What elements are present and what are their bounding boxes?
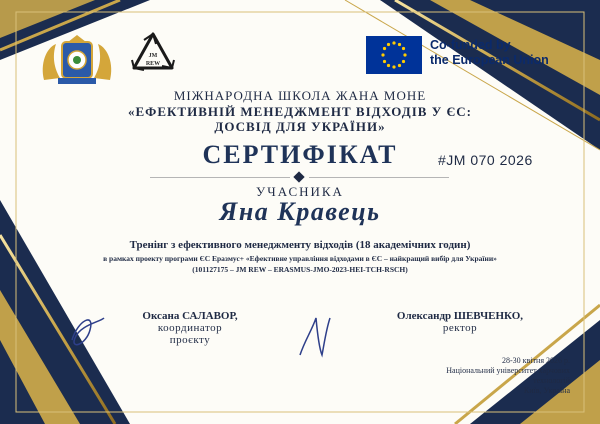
jm-logo-line1: JM	[148, 53, 158, 59]
signatory-rector	[370, 310, 550, 334]
divider-left	[150, 177, 290, 178]
university-line1: Національний університет харчових	[446, 366, 570, 375]
certificate-number: #JM 070 2026	[438, 152, 533, 168]
training-description: Тренінг з ефективного менеджменту відходів (18 академічних годин)	[129, 239, 471, 251]
jm-logo-line2: REW	[145, 61, 161, 67]
programme-title-line2: ДОСВІД ДЛЯ УКРАЇНИ»	[214, 119, 386, 134]
school-name: МІЖНАРОДНА ШКОЛА ЖАНА МОНЕ	[173, 88, 427, 103]
participant-name: Яна Кравець	[219, 197, 381, 226]
city: Київ, Україна	[523, 386, 570, 395]
project-framework-line1: в рамках проекту програми ЄС Еразмус+ «Ефективне управління відходами в ЄС – найкращий вибір для України»	[103, 254, 497, 263]
eu-cofunded-text	[430, 38, 549, 68]
eu-line2: the European Union	[430, 53, 549, 67]
divider-right	[309, 177, 449, 178]
university-emblem-icon	[38, 34, 116, 88]
eu-stars-icon	[366, 36, 422, 74]
certificate-title: СЕРТИФІКАТ	[202, 140, 398, 169]
programme-title-line1: «ЕФЕКТИВНІЙ МЕНЕДЖМЕНТ ВІДХОДІВ У ЄС:	[127, 104, 473, 119]
signatory-role-line2: проєкту	[169, 334, 211, 346]
eu-line1: Co-funded by	[430, 38, 511, 52]
project-framework-line2: (101127175 – JM REW – ERASMUS-JMO-2023-HEI-TCH-RSCH)	[192, 265, 408, 274]
participant-label: УЧАСНИКА	[256, 184, 344, 199]
jm-rew-logo-text	[140, 52, 166, 68]
signatory-role-line1: ректор	[442, 322, 478, 334]
eu-flag	[366, 36, 422, 74]
university-line2: технологій	[533, 376, 570, 385]
issue-date: 28-30 квітня 2026 р.	[501, 356, 570, 365]
signatory-name: Олександр ШЕВЧЕНКО,	[396, 310, 524, 322]
signatory-coordinator	[110, 310, 270, 346]
signature-shevchenko	[300, 318, 330, 355]
signatory-name: Оксана САЛАВОР,	[142, 310, 238, 322]
issue-details	[446, 356, 570, 396]
signatory-role-line1: координатор	[157, 322, 223, 334]
